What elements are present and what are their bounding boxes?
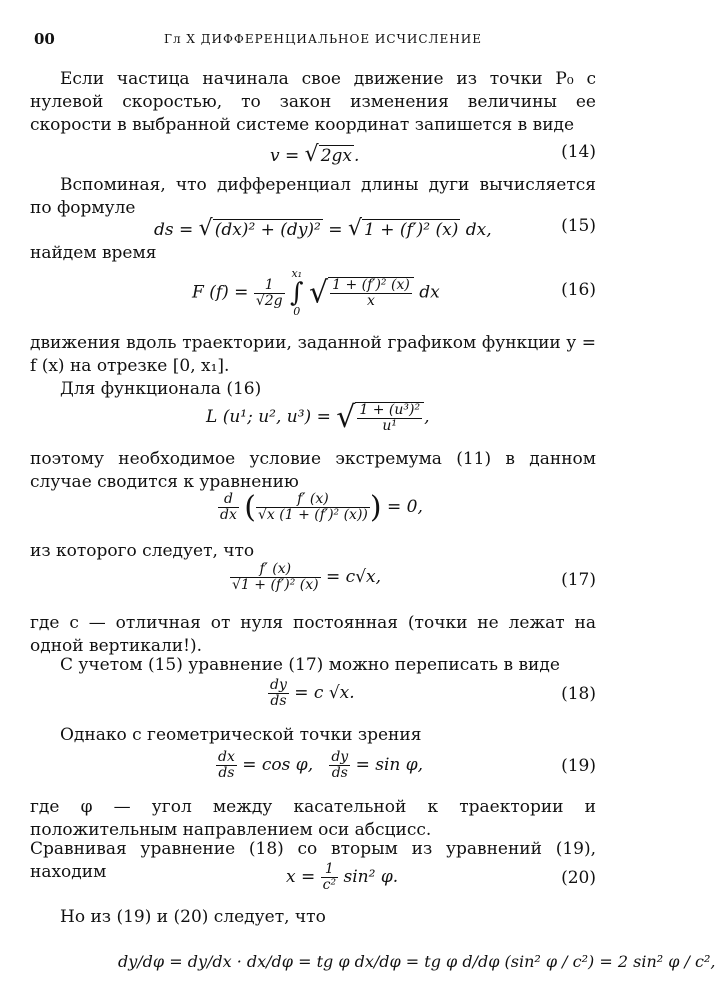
eq16-number: (16) <box>561 280 596 300</box>
paragraph-1: Если частица начинала свое движение из точки P₀ с нулевой скоростью, то закон изменения величины ее скорости в выбранной системе координат запишется в виде <box>30 69 596 135</box>
eq18-rhs: = c √x. <box>294 683 355 703</box>
paragraph-10: Однако с геометрической точки зрения <box>60 725 422 745</box>
eq15-lhs: ds = <box>154 220 194 240</box>
paragraph-9: С учетом (15) уравнение (17) можно переписать в виде <box>60 655 560 675</box>
eq15-radicand-2: 1 + (f′)² (x) <box>363 220 459 240</box>
eq17-denominator: √1 + (f′)² (x) <box>232 577 319 593</box>
eq14-tail: . <box>354 146 360 166</box>
eq20-fraction <box>321 862 338 893</box>
paragraph-6: поэтому необходимое условие экстремума (11) в данном случае сводится к уравнению <box>30 449 596 492</box>
eq19-f1-denominator: ds <box>218 765 235 781</box>
eqEL-tail: = 0, <box>387 497 423 517</box>
eq15-eq: = <box>328 220 343 240</box>
eq19-fraction-2 <box>329 750 350 781</box>
eq19-f2-numerator: dy <box>331 749 349 765</box>
equation-16: F (f) = $\frac{1}{√2g}$ x₁ ∫ 0 √ $\frac{\text{1 + (f′)² (x)}}{x}$ dx (16) <box>192 267 596 318</box>
eqEL-fraction <box>256 492 370 523</box>
paragraph-11: где φ — угол между касательной к траектории и положительным направлением оси абсцисс. <box>30 797 596 840</box>
eq19-f1-numerator: dx <box>218 749 235 765</box>
paragraph-7: из которого следует, что <box>30 541 255 561</box>
eq17-number: (17) <box>561 570 596 590</box>
eq17-fraction <box>230 562 321 593</box>
equation-euler-lagrange: $\frac{d}{dx}$ ( $\frac{f' (x)}{\text{√x (1 + (f′)² (x))}}$ ) = 0, <box>220 490 423 525</box>
equation-L: L (u¹; u², u³) = √ $\frac{\text{1 + (u³)²}}{\text{u¹}}$ , <box>206 400 430 435</box>
eq20-denominator: c² <box>322 877 337 893</box>
paragraph-3: найдем время <box>30 243 157 263</box>
eq19-number: (19) <box>561 756 596 776</box>
eq16-coefficient <box>254 278 285 309</box>
eqL-radicand <box>355 402 424 434</box>
eq16-lower-limit: 0 <box>293 305 301 318</box>
eq16-lhs: F (f) = <box>192 282 249 303</box>
eq14-radicand: 2gx <box>320 146 352 166</box>
eq16-rad-denominator: x <box>367 293 375 309</box>
eq18-denominator: ds <box>270 693 287 709</box>
page-number: 00 <box>34 30 55 48</box>
paragraph-4: движения вдоль траектории, заданной графиком функции y = f (x) на отрезке [0, x₁]. <box>30 333 596 376</box>
eq20-numerator: 1 <box>321 862 338 878</box>
equation-final <box>30 944 715 984</box>
eq16-upper-limit: x₁ <box>291 267 303 280</box>
eq16-rad-numerator: 1 + (f′)² (x) <box>332 277 410 293</box>
equation-20 <box>30 860 596 900</box>
eq16-integral: x₁ ∫ 0 <box>290 267 304 318</box>
book-page: 00 Гл X ДИФФЕРЕНЦИАЛЬНОЕ ИСЧИСЛЕНИЕ Если частица начинала свое движение из точки P₀ с нулевой скоростью, то закон изменения величины ее скорости в выбранной системе координат запишется в виде v = √ 2gx . (14) Вспоминая, что дифференциал длины дуги вычисляется по формуле ds = √ (dx)² + (dy)² = √ 1 + (f′)² (x) dx, (15) найдем время F (f) = $\frac{1}{√2g}$ x₁ ∫ 0 √ $\frac{\text{1 + (f′)² (x)}}{x}$ dx (16) движения вдоль траектории, заданной графиком функции y = f (x) на отрезке [0, x₁]. Для функционала (16) L (u¹; u², u³) = √ $\frac{\text{1 + (u³)²}}{\text{u¹}}$ , поэтому необходимое условие экстремума (11) в данном случае сводится к уравнению $\frac{d}{dx}$ ( $\frac{f' (x)}{\text{√x (1 + (f′)² (x))}}$ ) = 0, из которого следует, что $\frac{f' (x)}{\text{√1 + (f′)² (x)}}$ = c√x, (17) где c — отличная от нуля постоянная (точки не лежат на одной вертикали!). С учетом (15) уравнение (17) можно переписать в виде $\frac{dy}{ds}$ = c √x. (18) Однако с геометрической точки зрения $\frac{dx}{ds}$ = cos φ, $\frac{dy}{ds}$ = sin φ, (19) где φ — угол между касательной к траектории и положительным направлением оси абсцисс. Сравнивая уравнение (18) со вторым из уравнений (19), находим x = $\frac{1}{\text{c²}}$ sin² φ. (20) Но из (19) и (20) следует, что dy/dφ = dy/dx · dx/dφ = tg φ dx/dφ = tg φ d/dφ (sin² φ / c²) = 2 sin² φ / c², <box>0 0 628 1000</box>
paragraph-12: Сравнивая уравнение (18) со вторым из уравнений (19), находим <box>30 839 596 882</box>
eqEL-numerator: f′ (x) <box>256 492 370 508</box>
page-header <box>34 30 598 50</box>
eq19-cos: = cos φ, <box>242 755 314 775</box>
eq15-radicand-1: (dx)² + (dy)² <box>214 220 321 240</box>
eq17-numerator: f′ (x) <box>230 562 321 578</box>
eq17-rhs: = c√x, <box>326 567 382 587</box>
eq14-lhs: v = <box>270 146 300 166</box>
eq16-coef-numerator: 1 <box>254 278 285 294</box>
eq16-tail: dx <box>419 282 440 303</box>
eqEL-d-denominator: dx <box>220 507 237 523</box>
eqL-rad-numerator: 1 + (u³)² <box>359 401 421 418</box>
final-equation-text: dy/dφ = dy/dx · dx/dφ = tg φ dx/dφ = tg φ d/dφ (sin² φ / c²) = 2 sin² φ / c², <box>118 952 715 971</box>
eq16-coef-denominator: √2g <box>255 292 283 309</box>
eq20-lhs: x = <box>286 867 316 887</box>
eq18-numerator: dy <box>270 677 287 693</box>
eqEL-d-numerator: d <box>218 492 239 508</box>
eq16-radicand <box>328 277 414 309</box>
running-title: Гл X ДИФФЕРЕНЦИАЛЬНОЕ ИСЧИСЛЕНИЕ <box>164 32 482 46</box>
eq19-sin: = sin φ, <box>355 755 424 775</box>
eq15-number: (15) <box>561 216 596 236</box>
eq15-tail: dx, <box>465 220 492 240</box>
eqL-rad-denominator: u¹ <box>382 417 398 434</box>
eqEL-derivative <box>218 492 239 523</box>
eqL-tail: , <box>424 407 430 427</box>
equation-18 <box>30 676 596 716</box>
equation-17 <box>30 560 596 604</box>
eqEL-denominator: √x (1 + (f′)² (x)) <box>257 507 368 523</box>
equation-19 <box>30 748 596 788</box>
eq19-fraction-1 <box>216 750 237 781</box>
eq18-number: (18) <box>561 684 596 704</box>
eq19-f2-denominator: ds <box>331 765 348 781</box>
eq14-number: (14) <box>561 142 596 162</box>
eq20-rhs: sin² φ. <box>343 867 399 887</box>
paragraph-2: Вспоминая, что дифференциал длины дуги вычисляется по формуле <box>30 175 596 218</box>
paragraph-13: Но из (19) и (20) следует, что <box>60 907 326 927</box>
eqL-lhs: L (u¹; u², u³) = <box>206 407 331 427</box>
paragraph-8: где c — отличная от нуля постоянная (точки не лежат на одной вертикали!). <box>30 613 596 656</box>
eq20-number: (20) <box>561 868 596 888</box>
paragraph-5: Для функционала (16) <box>60 379 262 399</box>
eq18-fraction <box>268 678 289 709</box>
